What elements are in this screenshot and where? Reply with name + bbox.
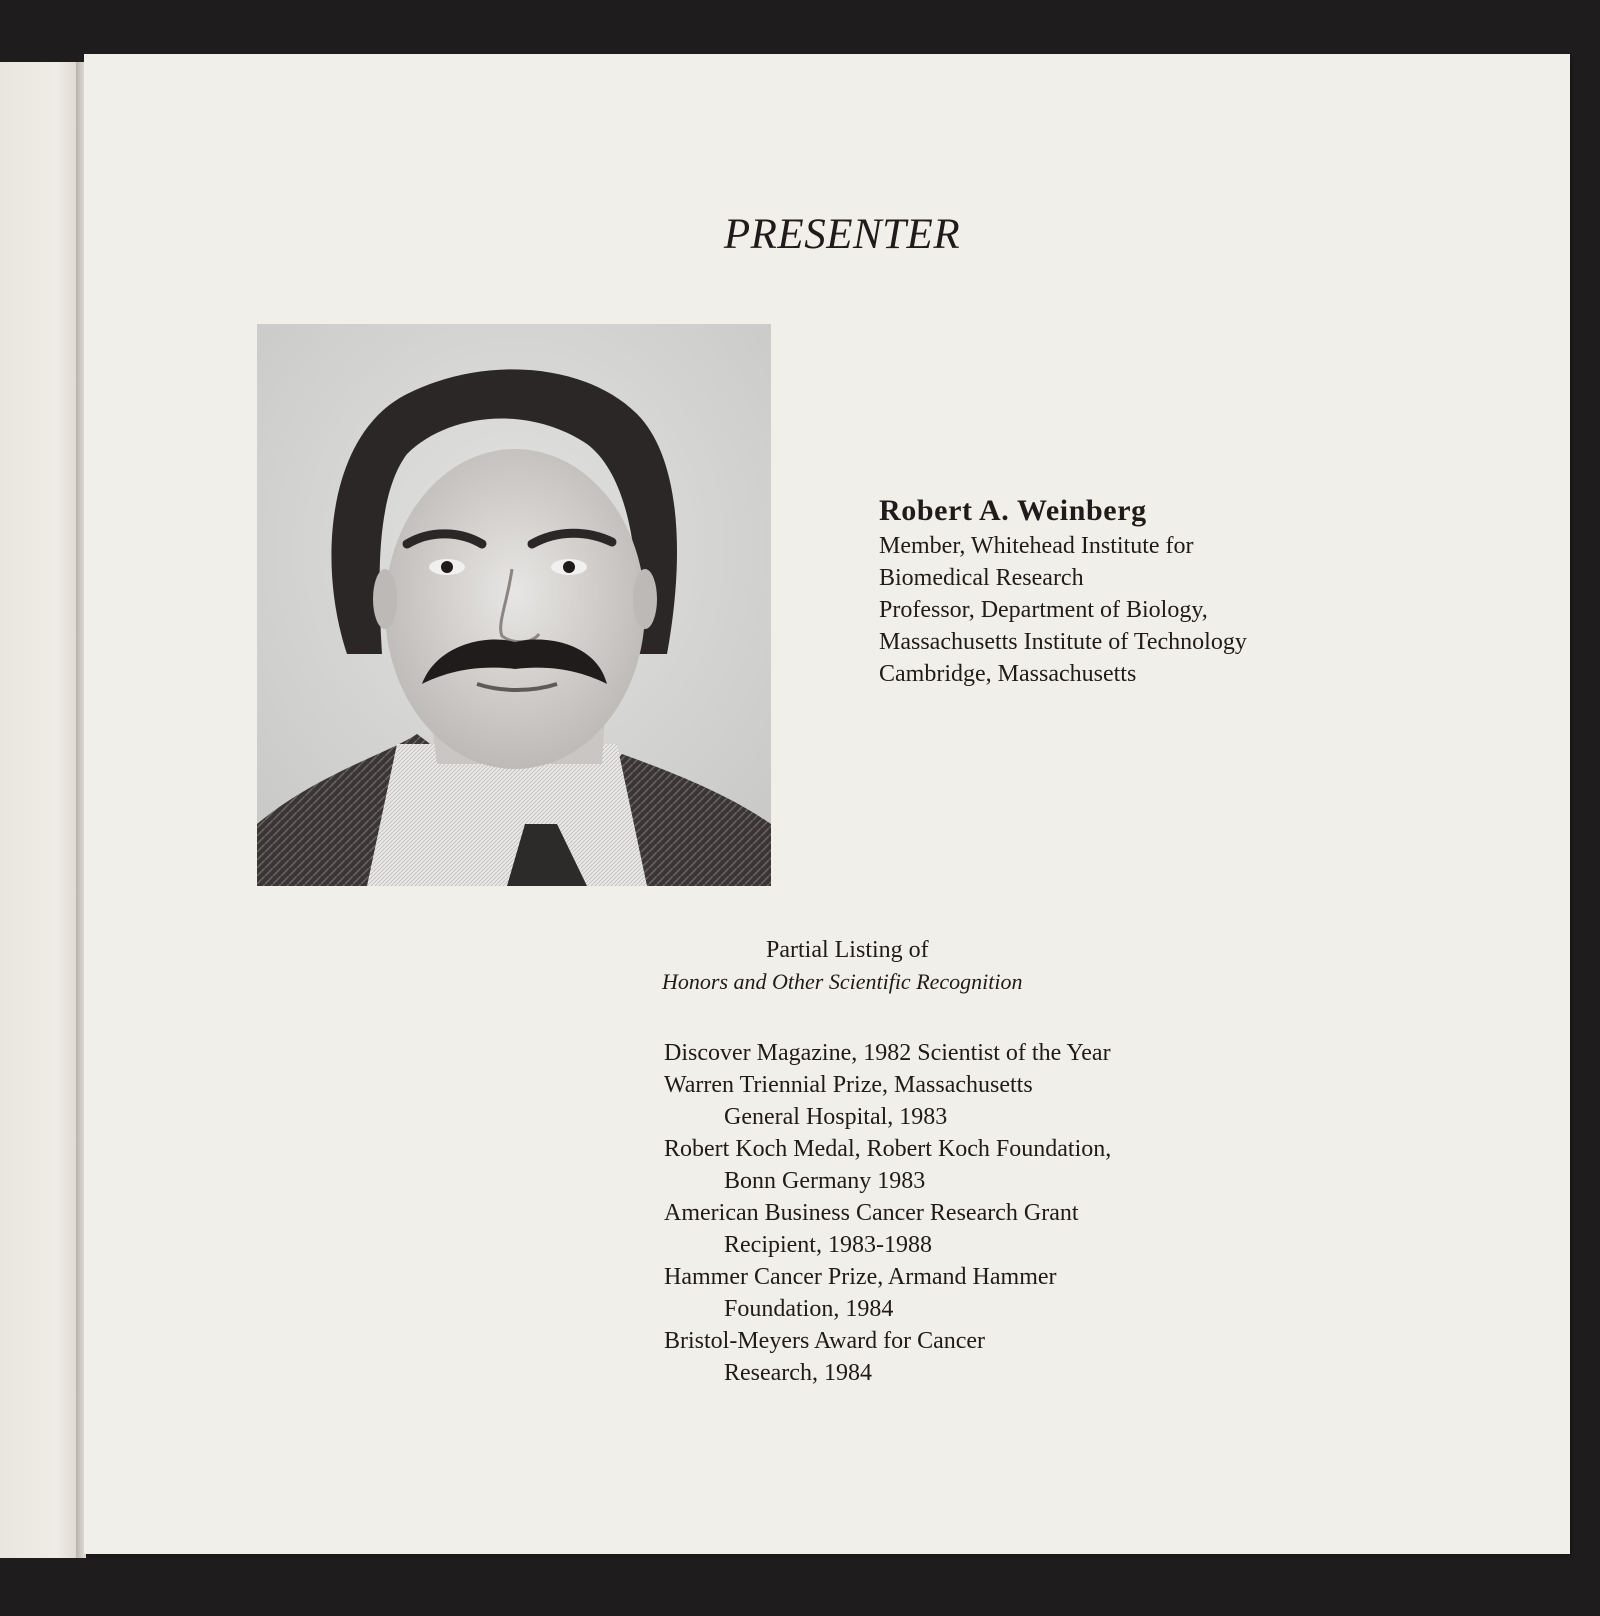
honor-line: Discover Magazine, 1982 Scientist of the Year (664, 1040, 1111, 1066)
honor-line-continued: General Hospital, 1983 (724, 1104, 948, 1130)
honors-heading-line1: Partial Listing of (766, 937, 929, 963)
honor-line: Robert Koch Medal, Robert Koch Foundation, (664, 1136, 1112, 1162)
honor-item (664, 1037, 1111, 1069)
honor-line-continued: Foundation, 1984 (724, 1296, 894, 1322)
honor-item (664, 1325, 1111, 1389)
honor-line: Hammer Cancer Prize, Armand Hammer (664, 1264, 1057, 1290)
presenter-affiliation-line: Massachusetts Institute of Technology (879, 629, 1247, 655)
presenter-name: Robert A. Weinberg (879, 494, 1147, 527)
presenter-info (879, 492, 1247, 690)
presenter-affiliation-line: Professor, Department of Biology, (879, 597, 1208, 623)
honor-item (664, 1069, 1111, 1133)
honor-item (664, 1261, 1111, 1325)
honor-line: Bristol-Meyers Award for Cancer (664, 1328, 986, 1354)
honors-list (664, 1037, 1111, 1389)
portrait-photo-image (257, 324, 771, 886)
presenter-affiliation-line: Cambridge, Massachusetts (879, 661, 1137, 687)
honor-item (664, 1197, 1111, 1261)
honor-line-continued: Bonn Germany 1983 (724, 1168, 926, 1194)
honor-line: American Business Cancer Research Grant (664, 1200, 1079, 1226)
presenter-affiliation-line: Biomedical Research (879, 565, 1084, 591)
presenter-affiliation-line: Member, Whitehead Institute for (879, 533, 1194, 559)
honor-line: Warren Triennial Prize, Massachusetts (664, 1072, 1033, 1098)
document-page (84, 54, 1570, 1554)
honors-heading (662, 934, 1023, 998)
honor-line-continued: Research, 1984 (724, 1360, 872, 1386)
honor-line-continued: Recipient, 1983-1988 (724, 1232, 932, 1258)
left-page-edge (0, 62, 80, 1558)
honors-heading-line2: Honors and Other Scientific Recognition (662, 969, 1023, 994)
honor-item (664, 1133, 1111, 1197)
presenter-portrait (257, 324, 771, 886)
page-heading: PRESENTER (723, 211, 961, 258)
